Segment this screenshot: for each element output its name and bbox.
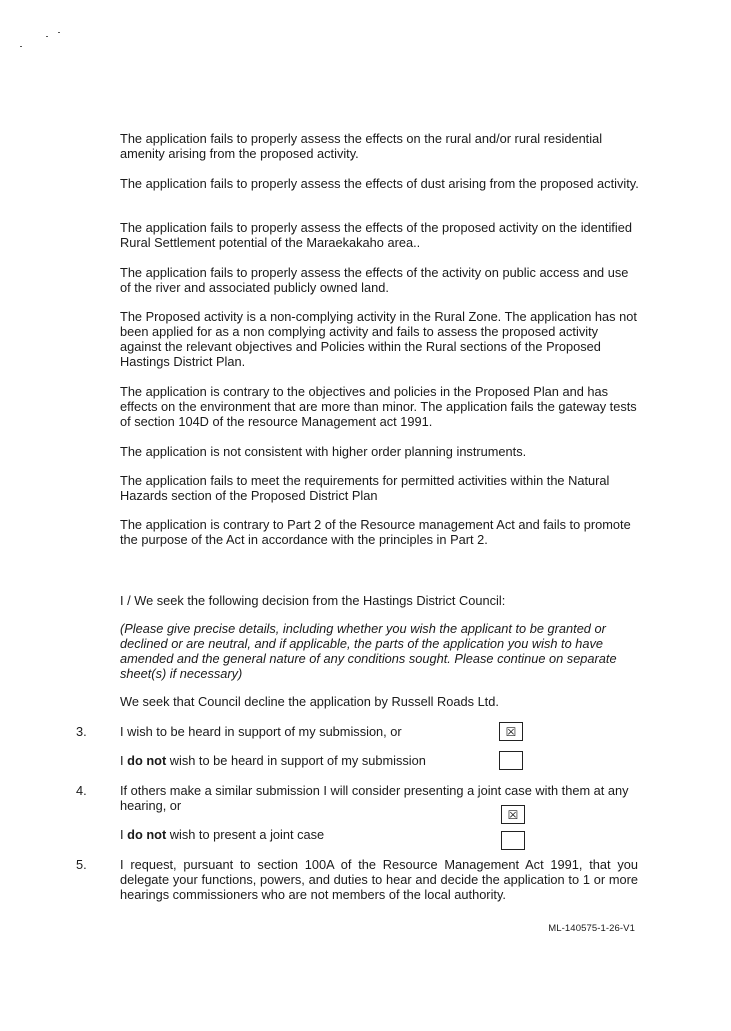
ground-4: The application fails to properly assess the effects of the activity on public access and use of the river and associated publicly owned land. — [120, 265, 629, 295]
ground-1: The application fails to properly assess the effects on the rural and/or rural residential amenity arising from the proposed activity. — [120, 131, 603, 161]
document-reference: ML-140575-1-26-V1 — [548, 923, 635, 934]
ground-6: The application is contrary to the objectives and policies in the Proposed Plan and has effects on the environment that are more than minor. The application fails the gateway tests of section 104D of the resource Management act 1991. — [120, 384, 637, 429]
ground-8: The application fails to meet the requirements for permitted activities within the Natural Hazards section of the Proposed District Plan — [120, 473, 610, 503]
item-4-no-checkbox[interactable] — [501, 831, 525, 850]
item-4-number: 4. — [76, 783, 87, 798]
item-5-number: 5. — [76, 857, 87, 872]
decision-response: We seek that Council decline the application by Russell Roads Ltd. — [120, 694, 499, 709]
item-3-yes-checkbox[interactable]: ☒ — [499, 722, 523, 741]
decision-instructions: (Please give precise details, including whether you wish the applicant to be granted or declined or are neutral, and if applicable, the parts of the application you wish to have amended and the general nature of any conditions sought. Please continue on separate sheet(s) if necessary) — [120, 621, 617, 681]
item-3-no-label: I do not wish to be heard in support of my submission — [120, 753, 426, 768]
item-3-no-checkbox[interactable] — [499, 751, 523, 770]
decision-heading: I / We seek the following decision from the Hastings District Council: — [120, 593, 506, 608]
ground-9: The application is contrary to Part 2 of the Resource management Act and fails to promote the purpose of the Act in accordance with the principles in Part 2. — [120, 517, 631, 547]
ground-2: The application fails to properly assess the effects of dust arising from the proposed activity. — [120, 176, 639, 191]
item-4-yes-checkbox[interactable]: ☒ — [501, 805, 525, 824]
item-4-yes-label: If others make a similar submission I will consider presenting a joint case with them at any hearing, or — [120, 783, 629, 813]
scan-specks — [18, 24, 68, 54]
item-3-yes-label: I wish to be heard in support of my submission, or — [120, 724, 402, 739]
item-5-text: I request, pursuant to section 100A of the Resource Management Act 1991, that you delegate your functions, powers, and duties to hear and decide the application to 1 or more hearings commissioners who are not members of the local authority. — [120, 857, 638, 902]
ground-7: The application is not consistent with higher order planning instruments. — [120, 444, 527, 459]
item-4-no-label: I do not wish to present a joint case — [120, 827, 325, 842]
item-3-number: 3. — [76, 724, 87, 739]
ground-5: The Proposed activity is a non-complying activity in the Rural Zone. The application has not been applied for as a non complying activity and fails to assess the proposed activity against the relevant objectives and Policies within the Rural sections of the Proposed Hastings District Plan. — [120, 309, 637, 369]
ground-3: The application fails to properly assess the effects of the proposed activity on the identified Rural Settlement potential of the Maraekakaho area.. — [120, 220, 632, 250]
